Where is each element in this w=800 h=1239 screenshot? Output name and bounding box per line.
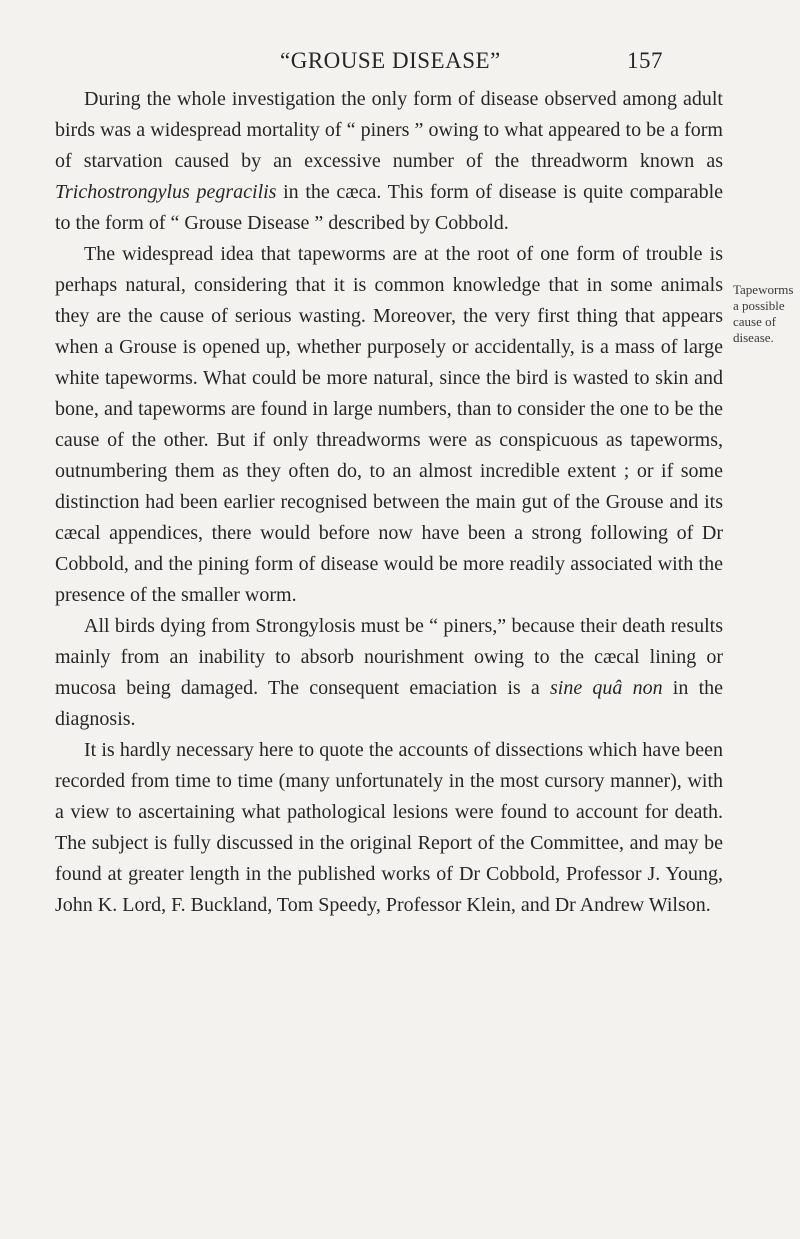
text-segment: All birds dying from Strongylosis must be “ piners,” because their death results mainly from an inability to absorb nourishment owing to the cæcal lining or mucosa being damaged. The consequent emaciation is a: [55, 615, 723, 699]
paragraph: [55, 239, 723, 611]
text-segment: During the whole investigation the only form of disease observed among adult birds was a widespread mortality of “ piners ” owing to what appeared to be a form of starvation caused by an excessive number of the threadworm known as: [55, 88, 723, 172]
text-segment: It is hardly necessary here to quote the accounts of dissections which have been recorded from time to time (many unfortunately in the most cursory manner), with a view to ascertaining what pathological lesions were found to account for death. The subject is fully discussed in the original Report of the Committee, and may be found at greater length in the published works of Dr Cobbold, Professor J. Young, John K. Lord, F. Buckland, Tom Speedy, Professor Klein, and Dr Andrew Wilson.: [55, 739, 723, 916]
italic-species-name: Trichostrongylus pegracilis: [55, 181, 277, 203]
page-number: 157: [627, 48, 663, 73]
paragraph: [55, 735, 723, 921]
margin-note-line: disease.: [733, 330, 774, 345]
body-text: [55, 84, 723, 921]
margin-note: [733, 282, 798, 346]
italic-phrase: sine quâ non: [549, 677, 663, 699]
text-segment: in the diagnosis.: [55, 677, 724, 730]
margin-note-line: cause of: [733, 314, 776, 329]
running-title: “GROUSE DISEASE”: [280, 48, 501, 73]
text-segment: The widespread idea that tapeworms are at the root of one form of trouble is perhaps natural, considering that it is common knowledge that in some animals they are the cause of serious wasting. Moreover, the very first thing that appears when a Grouse is opened up, whether purposely or accidentally, is a mass of large white tapeworms. What could be more natural, since the bird is wasted to skin and bone, and tapeworms are found in large numbers, than to consider the one to be the cause of the other. But if only threadworms were as conspicuous as tapeworms, outnumbering them as they often do, to an almost incredible extent ; or if some distinction had been earlier recognised between the main gut of the Grouse and its cæcal appendices, there would before now have been a strong following of Dr Cobbold, and the pining form of disease would be more readily associated with the presence of the smaller worm.: [55, 243, 723, 606]
margin-note-line: a possible: [733, 298, 785, 313]
margin-note-line: Tapeworms: [733, 282, 794, 297]
text-segment: in the cæca. This form of disease is quite comparable to the form of “ Grouse Disease ” described by Cobbold.: [55, 181, 724, 234]
paragraph: [55, 611, 723, 735]
paragraph: [55, 84, 723, 239]
